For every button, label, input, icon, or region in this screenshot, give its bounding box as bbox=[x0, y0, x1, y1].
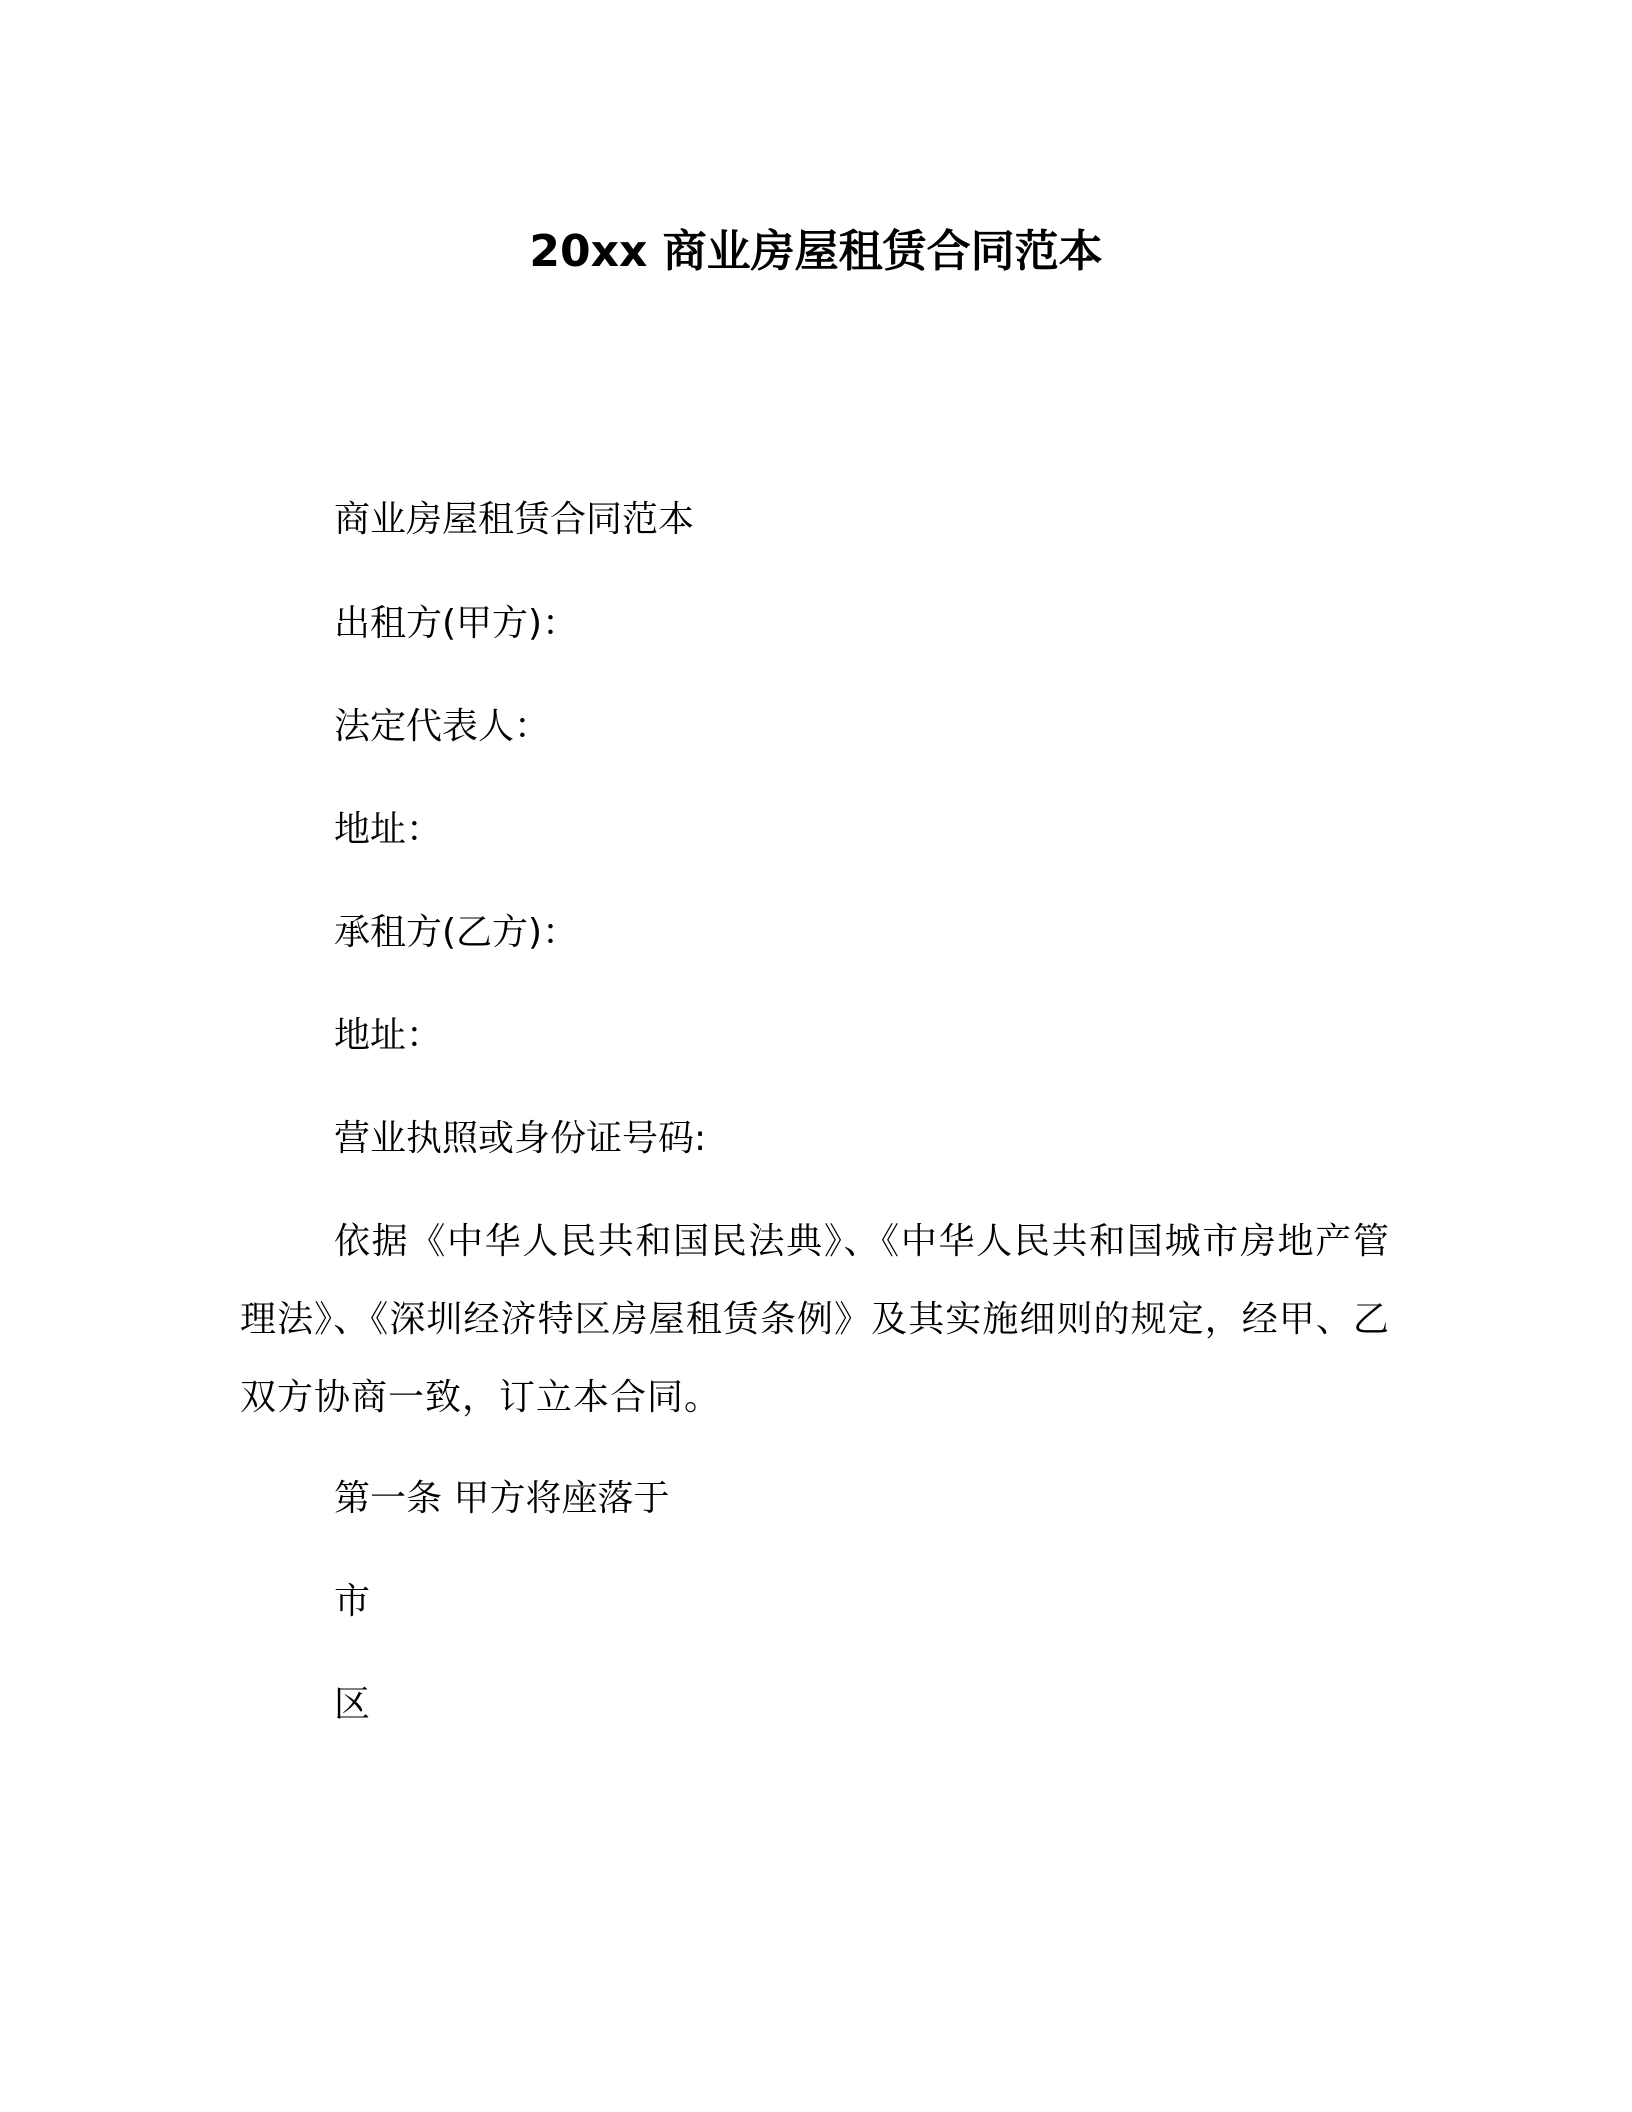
lessee-address-line: 地址： bbox=[334, 1015, 443, 1056]
license-id-line: 营业执照或身份证号码: bbox=[334, 1118, 707, 1159]
lessor-line: 出租方(甲方)： bbox=[334, 603, 579, 644]
lessee-line: 承租方(乙方)： bbox=[334, 912, 579, 953]
document-title: 20xx 商业房屋租赁合同范本 bbox=[529, 226, 1103, 277]
legal-basis-paragraph: 依据《中华人民共和国民法典》、《中华人民共和国城市房地产管理法》、《深圳经济特区房屋租赁条例》及其实施细则的规定，经甲、乙双方协商一致，订立本合同。 bbox=[240, 1221, 1390, 1418]
city-line: 市 bbox=[334, 1581, 371, 1622]
legal-representative-line: 法定代表人： bbox=[334, 706, 551, 747]
district-line: 区 bbox=[334, 1684, 371, 1725]
article-one-line: 第一条 甲方将座落于 bbox=[334, 1478, 670, 1519]
lessor-address-line: 地址： bbox=[334, 809, 443, 850]
subtitle-line: 商业房屋租赁合同范本 bbox=[334, 499, 695, 540]
